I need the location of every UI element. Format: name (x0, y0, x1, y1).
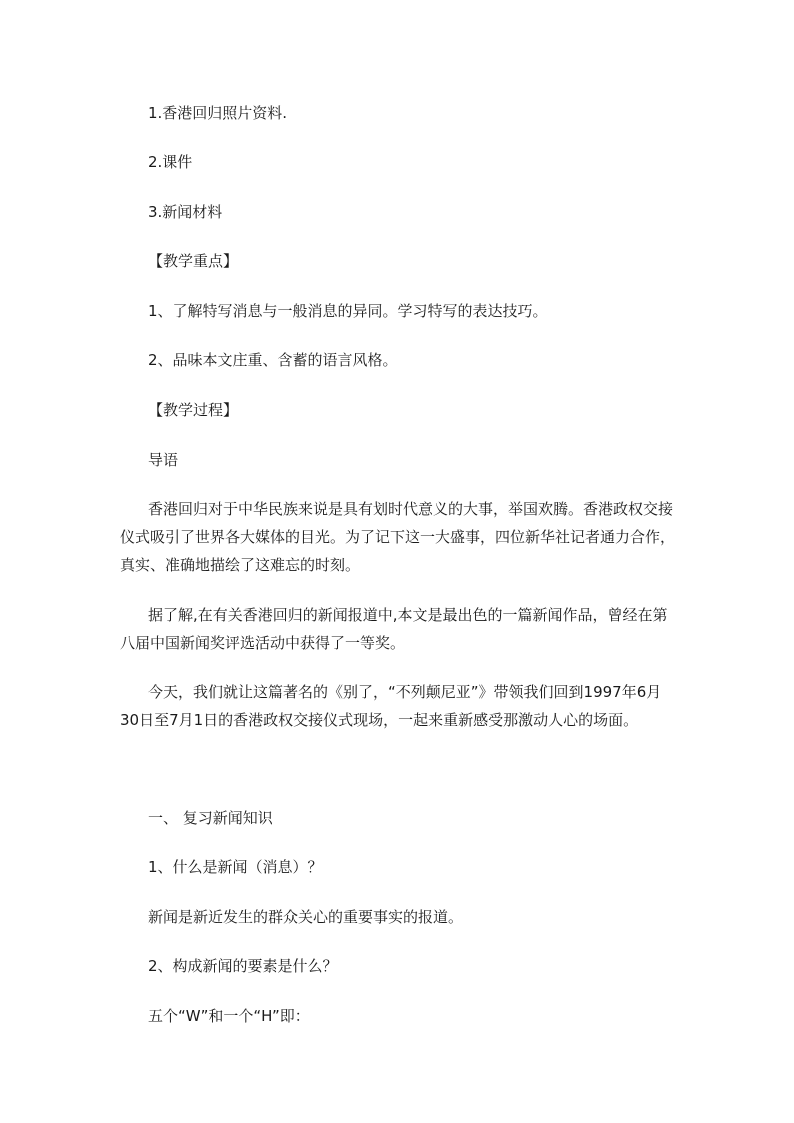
question-1: 1、什么是新闻（消息）？ (148, 858, 323, 876)
paragraph-introduction-1: 香港回归对于中华民族来说是具有划时代意义的大事，举国欢腾。香港政权交接仪式吸引了世界各大媒体的目光。为了记下这一大盛事，四位新华社记者通力合作，真实、准确地描绘了这难忘的时刻。 (120, 500, 676, 574)
focus-item-2: 2、品味本文庄重、含蓄的语言风格。 (148, 351, 398, 369)
material-item-3: 3.新闻材料 (148, 203, 223, 221)
paragraph-introduction-3: 今天，我们就让这篇著名的《别了，“不列颠尼亚”》带领我们回到1997年6月30日至7月1日的香港政权交接仪式现场，一起来重新感受那激动人心的场面。 (120, 683, 662, 729)
section-heading-teaching-process: 【教学过程】 (148, 401, 239, 419)
answer-1: 新闻是新近发生的群众关心的重要事实的报道。 (148, 908, 464, 926)
answer-2-intro: 五个“W”和一个“H”即： (148, 1007, 310, 1025)
question-2: 2、构成新闻的要素是什么？ (148, 957, 338, 975)
section-heading-teaching-focus: 【教学重点】 (148, 252, 239, 270)
subheading-introduction: 导语 (148, 451, 179, 469)
material-item-2: 2.课件 (148, 153, 193, 171)
material-item-1: 1.香港回归照片资料. (148, 104, 288, 122)
section-heading-review-news: 一、 复习新闻知识 (148, 809, 273, 827)
paragraph-introduction-2: 据了解,在有关香港回归的新闻报道中,本文是最出色的一篇新闻作品，曾经在第八届中国新闻奖评选活动中获得了一等奖。 (120, 606, 668, 652)
focus-item-1: 1、了解特写消息与一般消息的异同。学习特写的表达技巧。 (148, 302, 548, 320)
